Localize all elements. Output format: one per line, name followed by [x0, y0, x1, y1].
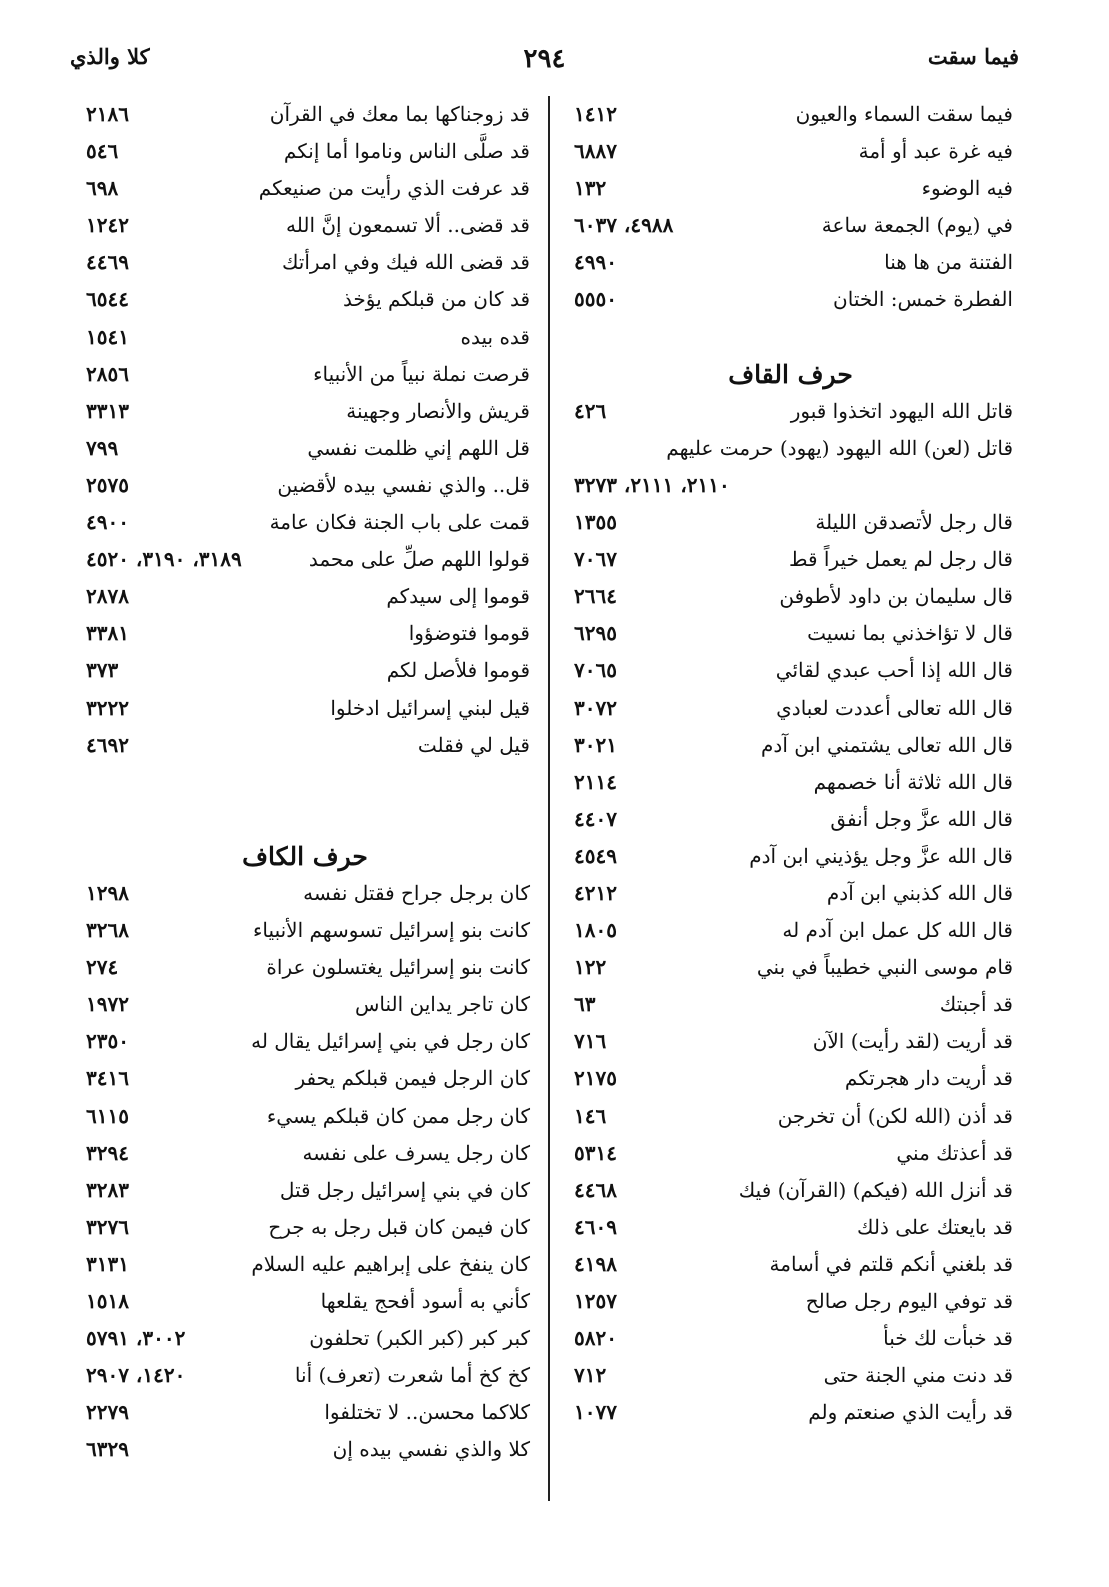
- entry-reference-number: ٦٣٢٩: [86, 1437, 129, 1462]
- entry-reference-number: ٧١٦: [574, 1029, 607, 1054]
- entry-reference-number: ٤٩٨٨، ٦٠٣٧: [574, 213, 674, 238]
- entry-text: قمت على باب الجنة فكان عامة: [269, 510, 530, 535]
- section-heading-text: حرف القاف: [728, 359, 853, 389]
- entry-reference-number: ٥٣١٤: [574, 1140, 617, 1165]
- index-entry: [568, 615, 1013, 652]
- entry-text: كان فيمن كان قبل رجل به جرح: [268, 1214, 530, 1239]
- index-entry: [568, 244, 1013, 281]
- entry-text: كان برجل جراح فقتل نفسه: [303, 880, 530, 905]
- entry-reference-number: ٤٩٠٠: [86, 510, 129, 535]
- index-entry: [80, 1320, 530, 1357]
- entry-text: كان تاجر يداين الناس: [354, 992, 530, 1017]
- entry-text: قد أريت دار هجرتكم: [844, 1066, 1013, 1091]
- index-entry: [80, 1431, 530, 1468]
- entry-reference-number: ٣٣١٣: [86, 398, 129, 423]
- entry-reference-number: ٢١١٠، ٢١١١، ٣٢٧٣: [574, 472, 730, 497]
- index-entry: [80, 949, 530, 986]
- index-entry: [568, 1357, 1013, 1394]
- index-entry: [568, 1283, 1013, 1320]
- entry-text: قد خبأت لك خبأ: [883, 1326, 1013, 1351]
- index-entry: [80, 207, 530, 244]
- index-entry: [80, 1394, 530, 1431]
- index-entry: [568, 764, 1013, 801]
- index-entry: [568, 207, 1013, 244]
- entry-text: قد كان من قبلكم يؤخذ: [342, 287, 530, 312]
- index-entry: [568, 1246, 1013, 1283]
- entry-reference-number: ٢١١٤: [574, 769, 617, 794]
- index-entry: [568, 467, 1013, 504]
- entry-text: كلاكما محسن.. لا تختلفوا: [324, 1400, 530, 1425]
- entry-text: قده بيده: [460, 324, 530, 349]
- entry-reference-number: ٣٣٨١: [86, 621, 129, 646]
- entry-reference-number: ٣١٣١: [86, 1251, 129, 1276]
- entry-text: قد زوجناكها بما معك في القرآن: [269, 102, 530, 126]
- index-entry: [568, 133, 1013, 170]
- entry-reference-number: ٤٤٦٩: [86, 250, 129, 275]
- entry-reference-number: ٢٣٥٠: [86, 1029, 129, 1054]
- entry-reference-number: ٣٠٧٢: [574, 695, 617, 720]
- index-entry: [568, 541, 1013, 578]
- entry-text: قيل لبني إسرائيل ادخلوا: [330, 695, 530, 720]
- index-entry: [568, 652, 1013, 689]
- entry-reference-number: ٣٠٠٢، ٥٧٩١: [86, 1326, 186, 1351]
- index-entry: [568, 430, 1013, 467]
- entry-text: قال الله كذبني ابن آدم: [826, 880, 1013, 905]
- entry-text: قال الله تعالى أعددت لعبادي: [776, 695, 1013, 720]
- entry-text: قال سليمان بن داود لأطوفن: [779, 584, 1013, 609]
- entry-text: قوموا فلأصل لكم: [386, 658, 530, 683]
- entry-reference-number: ١٠٧٧: [574, 1400, 617, 1425]
- entry-reference-number: ٣٢٦٨: [86, 918, 129, 943]
- entry-reference-number: ٣٢٢٢: [86, 695, 129, 720]
- entry-reference-number: ١٤٦: [574, 1103, 607, 1128]
- entry-text: قاتل (لعن) الله اليهود (يهود) حرمت عليهم: [666, 435, 1013, 460]
- index-entry: [80, 875, 530, 912]
- index-entry: [568, 801, 1013, 838]
- index-entry: [80, 1098, 530, 1135]
- entry-text: قال الله إذا أحب عبدي لقائي: [775, 658, 1013, 683]
- entry-text: قال الله تعالى يشتمني ابن آدم: [761, 732, 1013, 757]
- index-entry: [568, 1060, 1013, 1097]
- entry-text: كانت بنو إسرائيل تسوسهم الأنبياء: [253, 918, 530, 943]
- index-entry: [80, 430, 530, 467]
- entry-text: قال الله عزَّ وجل أنفق: [830, 806, 1013, 831]
- entry-text: قوموا فتوضؤوا: [408, 621, 530, 646]
- index-entry: [80, 1209, 530, 1246]
- index-entry: [568, 1098, 1013, 1135]
- index-entry: [80, 1357, 530, 1394]
- index-entry: [80, 1283, 530, 1320]
- entry-reference-number: ٧٠٦٥: [574, 658, 617, 683]
- index-entry: [568, 1172, 1013, 1209]
- entry-reference-number: ٢٥٧٥: [86, 472, 129, 497]
- entry-reference-number: ٥٥٥٠: [574, 287, 617, 312]
- index-entry: [568, 578, 1013, 615]
- index-entry: [568, 727, 1013, 764]
- entry-reference-number: ٣١٨٩، ٣١٩٠، ٤٥٢٠: [86, 547, 242, 572]
- entry-reference-number: ٦٥٤٤: [86, 287, 129, 312]
- entry-reference-number: ١٢٤٢: [86, 213, 129, 238]
- entry-reference-number: ٦١١٥: [86, 1103, 129, 1128]
- header-first-entry: فيما سقت: [927, 44, 1019, 69]
- entry-reference-number: ٦٨٨٧: [574, 139, 617, 164]
- entry-text: قد دنت مني الجنة حتى: [823, 1363, 1013, 1388]
- index-entry: [80, 615, 530, 652]
- entry-text: قل اللهم إني ظلمت نفسي: [307, 435, 530, 460]
- entry-text: قد أنزل الله (فيكم) (القرآن) فيك: [738, 1177, 1013, 1202]
- section-heading: [80, 838, 530, 875]
- entry-reference-number: ١٢٥٧: [574, 1289, 617, 1313]
- blank-line: [568, 319, 1013, 356]
- entry-reference-number: ٤١٩٨: [574, 1251, 617, 1276]
- entry-reference-number: ٤٦٠٩: [574, 1214, 617, 1239]
- index-entry: [568, 1135, 1013, 1172]
- entry-text: قوموا إلى سيدكم: [386, 584, 530, 609]
- entry-text: كان الرجل فيمن قبلكم يحفر: [295, 1066, 530, 1091]
- entry-text: قال الله عزَّ وجل يؤذيني ابن آدم: [749, 843, 1013, 868]
- entry-text: كان في بني إسرائيل رجل قتل: [279, 1177, 530, 1202]
- entry-text: قد بايعتك على ذلك: [857, 1214, 1013, 1239]
- column-divider: [548, 96, 550, 1501]
- section-heading: [568, 356, 1013, 393]
- entry-text: قد أذن (الله لكن) أن تخرجن: [777, 1103, 1013, 1128]
- entry-reference-number: ١٥١٨: [86, 1289, 129, 1313]
- entry-text: فيه غرة عبد أو أمة: [858, 139, 1013, 164]
- index-entry: [80, 467, 530, 504]
- entry-reference-number: ٤٢٦: [574, 398, 607, 423]
- index-entry: [80, 393, 530, 430]
- entry-reference-number: ١٢٩٨: [86, 880, 129, 905]
- entry-text: كخ كخ أما شعرت (تعرف) أنا: [294, 1363, 530, 1388]
- entry-reference-number: ١٢٢: [574, 955, 607, 980]
- entry-reference-number: ١٣٥٥: [574, 510, 617, 535]
- index-entry: [80, 356, 530, 393]
- index-entry: [80, 504, 530, 541]
- entry-reference-number: ٢١٧٥: [574, 1066, 617, 1091]
- entry-text: كانت بنو إسرائيل يغتسلون عراة: [266, 955, 530, 980]
- index-entry: [568, 96, 1013, 133]
- entry-text: قال رجل لم يعمل خيراً قط: [788, 547, 1013, 572]
- entry-reference-number: ٧٠٦٧: [574, 547, 617, 572]
- index-entry: [568, 1320, 1013, 1357]
- index-entry: [568, 1394, 1013, 1431]
- index-entry: [568, 1023, 1013, 1060]
- section-heading-text: حرف الكاف: [242, 841, 368, 871]
- entry-reference-number: ٣٠٢١: [574, 732, 617, 757]
- index-entry: [568, 690, 1013, 727]
- entry-reference-number: ٦٣: [574, 992, 596, 1017]
- right-column: [568, 96, 1013, 1431]
- entry-text: كبر كبر (كبر الكبر) تحلفون: [309, 1326, 530, 1351]
- index-entry: [80, 170, 530, 207]
- entry-reference-number: ٦٩٨: [86, 176, 119, 201]
- entry-reference-number: ١٥٤١: [86, 324, 129, 349]
- index-entry: [80, 96, 530, 133]
- page-header: [70, 44, 1019, 84]
- entry-reference-number: ٥٨٢٠: [574, 1326, 617, 1351]
- entry-text: قد أجبتك: [939, 992, 1013, 1017]
- entry-reference-number: ٣٢٨٣: [86, 1177, 129, 1202]
- entry-reference-number: ٧٩٩: [86, 435, 119, 460]
- entry-text: قال رجل لأتصدقن الليلة: [815, 510, 1013, 535]
- entry-reference-number: ٢٨٥٦: [86, 361, 129, 386]
- index-entry: [80, 1135, 530, 1172]
- entry-reference-number: ١٤١٢: [574, 102, 617, 126]
- index-entry: [80, 133, 530, 170]
- entry-text: قد توفي اليوم رجل صالح: [805, 1289, 1013, 1313]
- index-entry: [568, 504, 1013, 541]
- entry-text: قال الله ثلاثة أنا خصمهم: [813, 769, 1013, 794]
- index-entry: [80, 1172, 530, 1209]
- index-entry: [80, 541, 530, 578]
- index-entry: [80, 690, 530, 727]
- entry-text: قد رأيت الذي صنعتم ولم: [808, 1400, 1013, 1425]
- left-column: [80, 96, 530, 1468]
- entry-reference-number: ٤٤٠٧: [574, 806, 617, 831]
- entry-reference-number: ١٤٢٠، ٢٩٠٧: [86, 1363, 186, 1388]
- entry-reference-number: ٦٢٩٥: [574, 621, 617, 646]
- entry-text: قد قضى.. ألا تسمعون إنَّ الله: [286, 213, 530, 238]
- index-entry: [80, 281, 530, 318]
- index-entry: [568, 281, 1013, 318]
- entry-reference-number: ٤٦٩٢: [86, 732, 129, 757]
- entry-reference-number: ٥٤٦: [86, 139, 119, 164]
- entry-text: قيل لي فقلت: [417, 732, 530, 757]
- index-entry: [80, 1023, 530, 1060]
- entry-text: فيما سقت السماء والعيون: [795, 102, 1013, 126]
- entry-text: قرصت نملة نبياً من الأنبياء: [313, 361, 530, 386]
- index-entry: [80, 244, 530, 281]
- entry-text: قد أريت (لقد رأيت) الآن: [812, 1029, 1013, 1054]
- entry-reference-number: ٤٤٦٨: [574, 1177, 617, 1202]
- index-entry: [568, 170, 1013, 207]
- index-entry: [568, 1209, 1013, 1246]
- entry-text: الفطرة خمس: الختان: [833, 287, 1013, 312]
- entry-reference-number: ٢٢٧٩: [86, 1400, 129, 1425]
- entry-reference-number: ٣٢٩٤: [86, 1140, 129, 1165]
- entry-text: كان رجل ممن كان قبلكم يسيء: [266, 1103, 530, 1128]
- entry-text: قد بلغني أنكم قلتم في أسامة: [769, 1251, 1013, 1276]
- index-entry: [568, 912, 1013, 949]
- entry-text: قل.. والذي نفسي بيده لأقضين: [277, 472, 530, 497]
- entry-text: كان رجل في بني إسرائيل يقال له: [251, 1029, 530, 1054]
- entry-reference-number: ٢٧٤: [86, 955, 119, 980]
- index-entry: [80, 1246, 530, 1283]
- entry-reference-number: ٢٦٦٤: [574, 584, 617, 609]
- entry-text: قد عرفت الذي رأيت من صنيعكم: [258, 176, 530, 201]
- entry-text: قال الله كل عمل ابن آدم له: [782, 918, 1013, 943]
- entry-reference-number: ٢١٨٦: [86, 102, 129, 126]
- entry-reference-number: ٤٩٩٠: [574, 250, 617, 275]
- entry-text: كان رجل يسرف على نفسه: [302, 1140, 530, 1165]
- entry-text: قد أعذتك مني: [896, 1140, 1013, 1165]
- index-entry: [80, 578, 530, 615]
- index-entry: [80, 1060, 530, 1097]
- entry-reference-number: ٤٢١٢: [574, 880, 617, 905]
- index-entry: [80, 727, 530, 764]
- entry-reference-number: ٣٢٧٦: [86, 1214, 129, 1239]
- entry-text: قد قضى الله فيك وفي امرأتك: [281, 250, 530, 275]
- entry-text: قولوا اللهم صلِّ على محمد: [308, 547, 530, 572]
- index-entry: [568, 986, 1013, 1023]
- entry-text: كلا والذي نفسي بيده إن: [332, 1437, 530, 1462]
- entry-text: قد صلَّى الناس وناموا أما إنكم: [283, 139, 530, 164]
- blank-line: [80, 764, 530, 801]
- entry-text: كأني به أسود أفحج يقلعها: [320, 1289, 530, 1313]
- entry-reference-number: ٣٧٣: [86, 658, 119, 683]
- entry-reference-number: ١٨٠٥: [574, 918, 617, 943]
- page-number: ٢٩٤: [523, 44, 566, 74]
- entry-text: فيه الوضوء: [921, 176, 1013, 201]
- index-entry: [80, 652, 530, 689]
- entry-reference-number: ٤٥٤٩: [574, 843, 617, 868]
- entry-text: قاتل الله اليهود اتخذوا قبور: [790, 398, 1013, 423]
- entry-text: في (يوم) الجمعة ساعة: [821, 213, 1013, 238]
- entry-reference-number: ٢٨٧٨: [86, 584, 129, 609]
- entry-text: قام موسى النبي خطيباً في بني: [756, 955, 1013, 980]
- entry-reference-number: ١٩٧٢: [86, 992, 129, 1017]
- entry-reference-number: ١٣٢: [574, 176, 607, 201]
- entry-text: قال لا تؤاخذني بما نسيت: [807, 621, 1013, 646]
- index-entry: [568, 393, 1013, 430]
- index-entry: [568, 875, 1013, 912]
- index-entry: [80, 319, 530, 356]
- entry-reference-number: ٧١٢: [574, 1363, 607, 1388]
- blank-line: [80, 801, 530, 838]
- header-last-entry: كلا والذي: [70, 44, 150, 69]
- index-entry: [568, 838, 1013, 875]
- entry-text: الفتنة من ها هنا: [884, 250, 1013, 275]
- index-entry: [568, 949, 1013, 986]
- index-entry: [80, 912, 530, 949]
- entry-reference-number: ٣٤١٦: [86, 1066, 129, 1091]
- index-entry: [80, 986, 530, 1023]
- entry-text: كان ينفخ على إبراهيم عليه السلام: [251, 1251, 530, 1276]
- entry-text: قريش والأنصار وجهينة: [346, 398, 530, 423]
